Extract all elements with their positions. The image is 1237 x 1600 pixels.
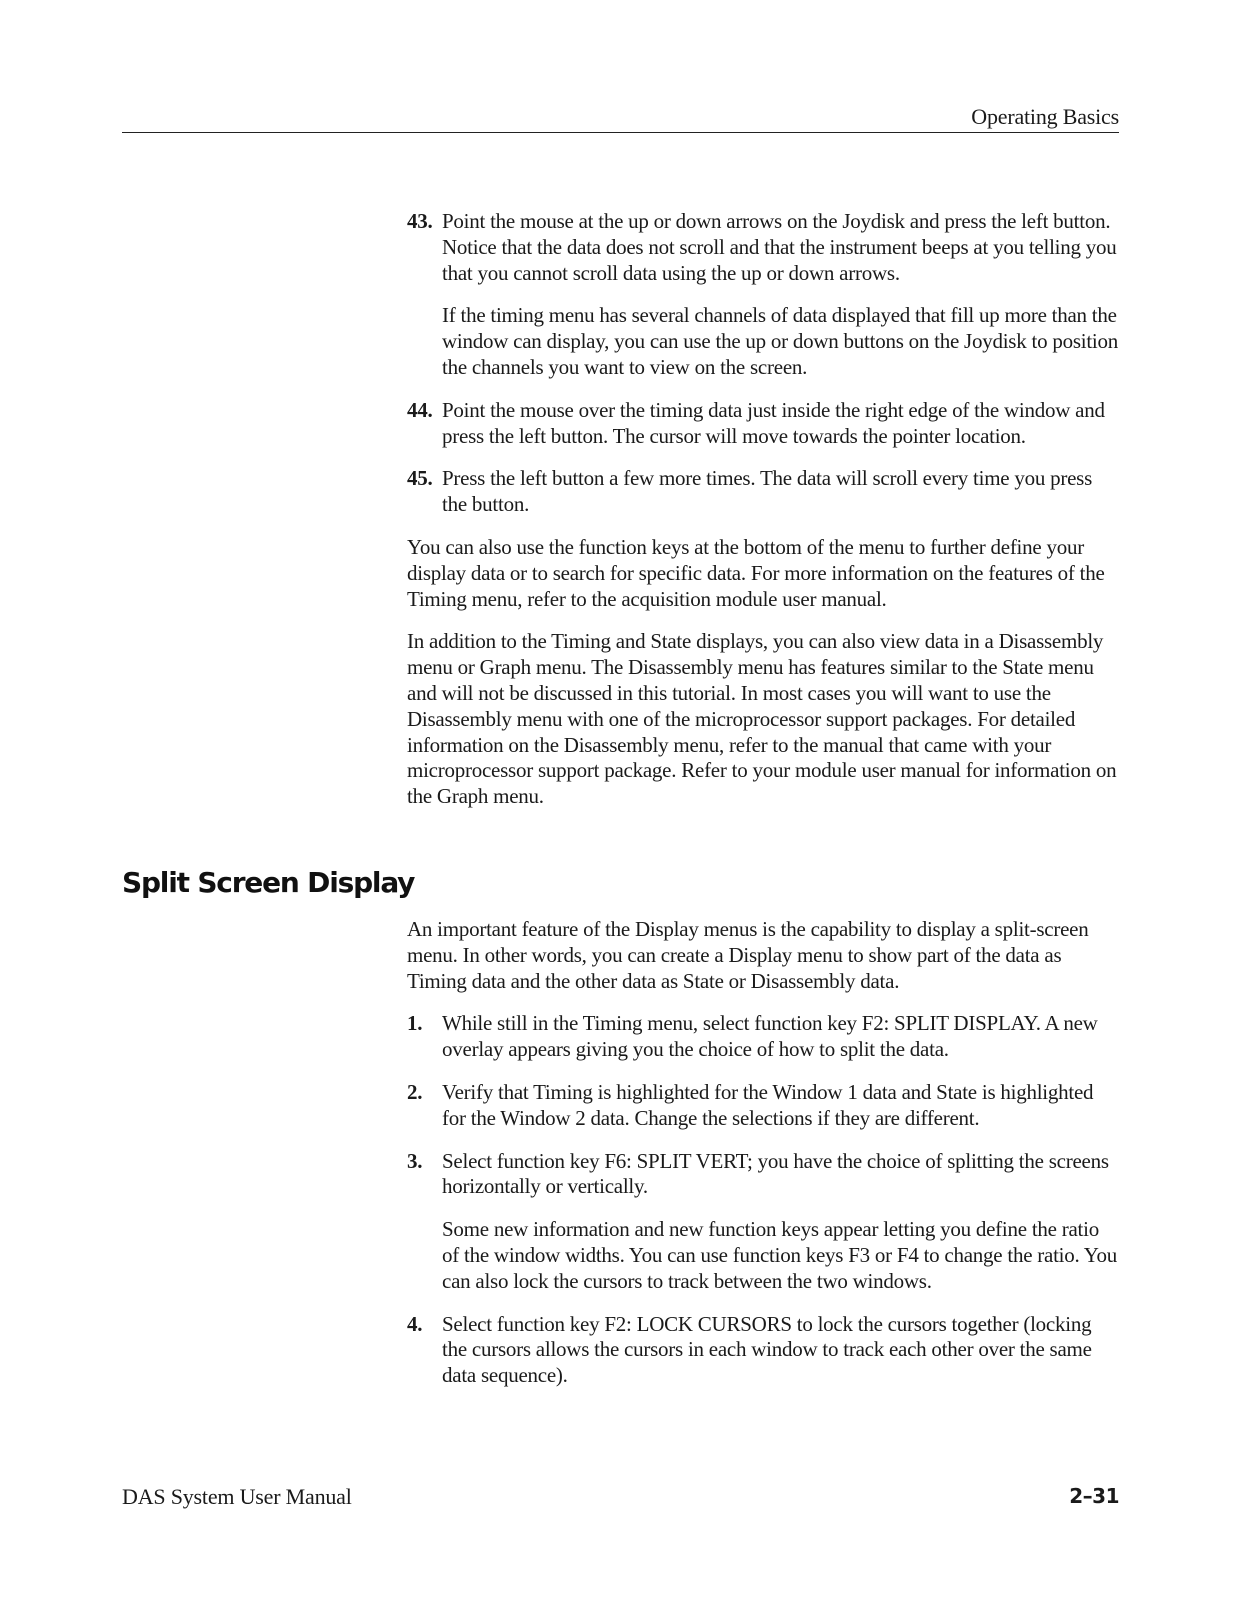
body-paragraph: You can also use the function keys at the bottom of the menu to further define your display data or to search for specific data. For more information on the features of the Timing menu, refer to the acquisition module user manual. xyxy=(407,534,1105,611)
step-item xyxy=(407,1080,1119,1132)
section-heading: Split Screen Display xyxy=(122,866,415,899)
section-content xyxy=(407,917,1119,1406)
step-number: 43. xyxy=(407,209,433,233)
section-intro: An important feature of the Display menus is the capability to display a split-screen menu. In other words, you can create a Display menu to show part of the data as Timing data and the other data as State or Disassembly data. xyxy=(407,917,1089,993)
step-text: While still in the Timing menu, select function key F2: SPLIT DISPLAY. A new overlay appears giving you the choice of how to split the data. xyxy=(442,1011,1098,1062)
step-item xyxy=(407,398,1119,450)
step-number: 3. xyxy=(407,1148,423,1173)
step-item xyxy=(407,1011,1119,1063)
step-text: Point the mouse at the up or down arrows on the Joydisk and press the left button. Notice that the data does not scroll and that the instrument beeps at you telling you that you cannot scroll data using the up or down arrows. xyxy=(442,209,1117,285)
step-item xyxy=(407,209,1119,381)
step-number: 44. xyxy=(407,397,433,422)
step-number: 1. xyxy=(407,1011,423,1036)
step-item xyxy=(407,1312,1119,1389)
page-header xyxy=(122,102,1119,133)
step-text: Press the left button a few more times. The data will scroll every time you press the button. xyxy=(442,466,1093,517)
step-text: Select function key F6: SPLIT VERT; you have the choice of splitting the screens horizontally or vertically. xyxy=(442,1148,1109,1199)
header-title: Operating Basics xyxy=(971,104,1119,129)
step-note: Some new information and new function keys appear letting you define the ratio of the window widths. You can use function keys F3 or F4 to change the ratio. You can also lock the cursors to track between the two windows. xyxy=(442,1217,1118,1293)
step-number: 4. xyxy=(407,1311,423,1336)
step-text: Point the mouse over the timing data just inside the right edge of the window and press the left button. The cursor will move towards the pointer location. xyxy=(442,397,1105,448)
body-paragraph: In addition to the Timing and State displays, you can also view data in a Disassembly menu or Graph menu. The Disassembly menu has features similar to the State menu and will not be discussed in this tutorial. In most cases you will want to use the Disassembly menu with one of the microprocessor support packages. For detailed information on the Disassembly menu, refer to the manual that came with your microprocessor support package. Refer to your module user manual for information on the Graph menu. xyxy=(407,629,1117,809)
main-content xyxy=(407,209,1119,827)
step-number: 2. xyxy=(407,1079,423,1104)
step-text: Verify that Timing is highlighted for the Window 1 data and State is highlighted for the Window 2 data. Change the selections if they are different. xyxy=(442,1079,1094,1130)
step-note: If the timing menu has several channels of data displayed that fill up more than the window can display, you can use the up or down buttons on the Joydisk to position the channels you want to view on the screen. xyxy=(442,303,1118,379)
step-text: Select function key F2: LOCK CURSORS to lock the cursors together (locking the cursors allows the cursors in each window to track each other over the same data sequence). xyxy=(442,1311,1092,1388)
step-item xyxy=(407,1149,1119,1295)
footer-page-number: 2–31 xyxy=(1069,1484,1119,1508)
step-number: 45. xyxy=(407,466,433,491)
footer-manual-title: DAS System User Manual xyxy=(122,1484,352,1509)
step-item xyxy=(407,466,1119,518)
